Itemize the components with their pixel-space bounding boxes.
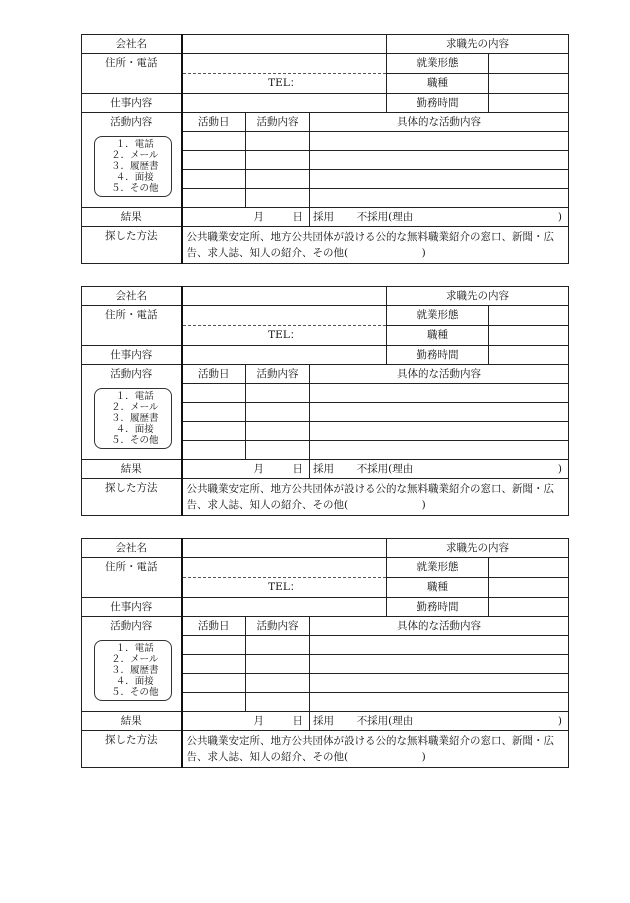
activity-label: 活動内容 (110, 368, 153, 380)
work-hours-field[interactable] (489, 94, 569, 113)
activity-date-cell[interactable] (182, 403, 246, 422)
activity-detail-cell[interactable] (310, 674, 569, 693)
option-phone: １．電話 (115, 643, 154, 655)
activity-detail-header: 具体的な活動内容 (310, 365, 569, 384)
activity-content-cell[interactable] (246, 403, 310, 422)
work-content-field[interactable] (182, 598, 387, 617)
activity-date-cell[interactable] (182, 441, 246, 460)
close-paren: ) (557, 210, 562, 223)
address-label: 住所・電話 (82, 558, 182, 598)
activity-date-cell[interactable] (182, 674, 246, 693)
activity-detail-cell[interactable] (310, 151, 569, 170)
company-field[interactable] (182, 287, 387, 306)
option-email: ２．メール (111, 654, 159, 666)
activity-detail-cell[interactable] (310, 170, 569, 189)
job-type-field[interactable] (489, 578, 569, 598)
activity-content-cell[interactable] (246, 189, 310, 208)
employment-type-field[interactable] (489, 306, 569, 326)
activity-content-cell[interactable] (246, 441, 310, 460)
work-content-label: 仕事内容 (82, 94, 182, 113)
activity-date-cell[interactable] (182, 693, 246, 712)
activity-date-header: 活動日 (182, 113, 246, 132)
job-type-field[interactable] (489, 326, 569, 346)
option-other: ５．その他 (110, 435, 159, 447)
job-content-header: 求職先の内容 (387, 539, 569, 558)
activity-date-cell[interactable] (182, 384, 246, 403)
work-content-label: 仕事内容 (82, 598, 182, 617)
activity-content-cell[interactable] (246, 384, 310, 403)
option-resume: ３．履歴書 (110, 413, 159, 425)
activity-label-cell (82, 113, 182, 208)
tel-label: TEL： (268, 329, 301, 341)
activity-detail-header: 具体的な活動内容 (310, 617, 569, 636)
work-hours-field[interactable] (489, 346, 569, 365)
tel-label: TEL： (268, 581, 301, 593)
company-label: 会社名 (82, 35, 182, 54)
employment-type-label: 就業形態 (387, 306, 489, 326)
close-paren: ) (557, 462, 562, 475)
activity-content-cell[interactable] (246, 693, 310, 712)
activity-label: 活動内容 (110, 620, 153, 632)
hired-label: 採用 (313, 210, 334, 223)
option-interview: ４．面接 (115, 676, 154, 688)
activity-detail-cell[interactable] (310, 189, 569, 208)
activity-content-cell[interactable] (246, 655, 310, 674)
work-hours-label: 勤務時間 (387, 346, 489, 365)
activity-content-header: 活動内容 (246, 617, 310, 636)
result-outcome-field[interactable] (310, 712, 569, 731)
activity-content-header: 活動内容 (246, 365, 310, 384)
method-text: 公共職業安定所、地方公共団体が設ける公的な無料職業紹介の窓口、新聞・広告、求人誌、知人の紹介、その他( ) (182, 227, 569, 264)
result-label: 結果 (82, 208, 182, 227)
activity-label-cell (82, 617, 182, 712)
employment-type-label: 就業形態 (387, 54, 489, 74)
result-label: 結果 (82, 460, 182, 479)
day-label: 日 (292, 462, 303, 475)
result-label: 結果 (82, 712, 182, 731)
work-content-field[interactable] (182, 346, 387, 365)
method-label: 探した方法 (82, 479, 182, 516)
company-field[interactable] (182, 35, 387, 54)
day-label: 日 (292, 714, 303, 727)
result-outcome-field[interactable] (310, 460, 569, 479)
work-content-field[interactable] (182, 94, 387, 113)
job-search-record-form (81, 34, 568, 269)
address-field[interactable] (182, 558, 387, 598)
address-label: 住所・電話 (82, 54, 182, 94)
activity-options-box (94, 388, 172, 449)
activity-detail-header: 具体的な活動内容 (310, 113, 569, 132)
work-hours-label: 勤務時間 (387, 598, 489, 617)
month-label: 月 (253, 210, 264, 223)
employment-type-label: 就業形態 (387, 558, 489, 578)
option-resume: ３．履歴書 (110, 665, 159, 677)
activity-content-cell[interactable] (246, 636, 310, 655)
option-email: ２．メール (111, 150, 159, 162)
activity-date-header: 活動日 (182, 617, 246, 636)
address-field[interactable] (182, 306, 387, 346)
activity-date-cell[interactable] (182, 170, 246, 189)
company-label: 会社名 (82, 539, 182, 558)
option-other: ５．その他 (110, 183, 159, 195)
activity-detail-cell[interactable] (310, 403, 569, 422)
activity-detail-cell[interactable] (310, 384, 569, 403)
work-hours-label: 勤務時間 (387, 94, 489, 113)
address-field[interactable] (182, 54, 387, 94)
day-label: 日 (292, 210, 303, 223)
company-field[interactable] (182, 539, 387, 558)
method-label: 探した方法 (82, 227, 182, 264)
option-phone: １．電話 (115, 391, 154, 403)
option-resume: ３．履歴書 (110, 161, 159, 173)
activity-detail-cell[interactable] (310, 693, 569, 712)
activity-content-cell[interactable] (246, 132, 310, 151)
month-label: 月 (253, 714, 264, 727)
option-other: ５．その他 (110, 687, 159, 699)
address-line (183, 306, 387, 326)
activity-content-cell[interactable] (246, 151, 310, 170)
activity-detail-cell[interactable] (310, 441, 569, 460)
activity-detail-cell[interactable] (310, 422, 569, 441)
activity-detail-cell[interactable] (310, 636, 569, 655)
job-search-record-form (81, 538, 568, 773)
option-interview: ４．面接 (115, 424, 154, 436)
record-table (81, 34, 569, 264)
job-type-label: 職種 (387, 326, 489, 346)
method-label: 探した方法 (82, 731, 182, 768)
hired-label: 採用 (313, 714, 334, 727)
activity-content-header: 活動内容 (246, 113, 310, 132)
result-date-field[interactable] (182, 712, 310, 731)
close-paren: ) (557, 714, 562, 727)
job-content-header: 求職先の内容 (387, 287, 569, 306)
record-table (81, 538, 569, 768)
activity-date-cell[interactable] (182, 151, 246, 170)
activity-label: 活動内容 (110, 116, 153, 128)
rejected-label: 不採用(理由 (356, 462, 414, 475)
activity-detail-cell[interactable] (310, 132, 569, 151)
activity-label-cell (82, 365, 182, 460)
record-table (81, 286, 569, 516)
option-email: ２．メール (111, 402, 159, 414)
activity-date-cell[interactable] (182, 655, 246, 674)
activity-date-cell[interactable] (182, 189, 246, 208)
job-type-field[interactable] (489, 74, 569, 94)
activity-options-box (94, 136, 172, 197)
option-phone: １．電話 (115, 139, 154, 151)
activity-content-cell[interactable] (246, 422, 310, 441)
employment-type-field[interactable] (489, 54, 569, 74)
hired-label: 採用 (313, 462, 334, 475)
address-line (183, 54, 387, 74)
method-text: 公共職業安定所、地方公共団体が設ける公的な無料職業紹介の窓口、新聞・広告、求人誌、知人の紹介、その他( ) (182, 479, 569, 516)
work-hours-field[interactable] (489, 598, 569, 617)
activity-date-cell[interactable] (182, 422, 246, 441)
month-label: 月 (253, 462, 264, 475)
activity-date-header: 活動日 (182, 365, 246, 384)
rejected-label: 不採用(理由 (356, 714, 414, 727)
work-content-label: 仕事内容 (82, 346, 182, 365)
job-type-label: 職種 (387, 74, 489, 94)
rejected-label: 不採用(理由 (356, 210, 414, 223)
method-text: 公共職業安定所、地方公共団体が設ける公的な無料職業紹介の窓口、新聞・広告、求人誌、知人の紹介、その他( ) (182, 731, 569, 768)
result-date-field[interactable] (182, 460, 310, 479)
tel-label: TEL： (268, 77, 301, 89)
job-type-label: 職種 (387, 578, 489, 598)
result-outcome-field[interactable] (310, 208, 569, 227)
activity-date-cell[interactable] (182, 132, 246, 151)
activity-detail-cell[interactable] (310, 655, 569, 674)
employment-type-field[interactable] (489, 558, 569, 578)
activity-date-cell[interactable] (182, 636, 246, 655)
address-label: 住所・電話 (82, 306, 182, 346)
job-search-record-form (81, 286, 568, 521)
result-date-field[interactable] (182, 208, 310, 227)
option-interview: ４．面接 (115, 172, 154, 184)
activity-content-cell[interactable] (246, 170, 310, 189)
address-line (183, 558, 387, 578)
activity-options-box (94, 640, 172, 701)
company-label: 会社名 (82, 287, 182, 306)
activity-content-cell[interactable] (246, 674, 310, 693)
job-content-header: 求職先の内容 (387, 35, 569, 54)
